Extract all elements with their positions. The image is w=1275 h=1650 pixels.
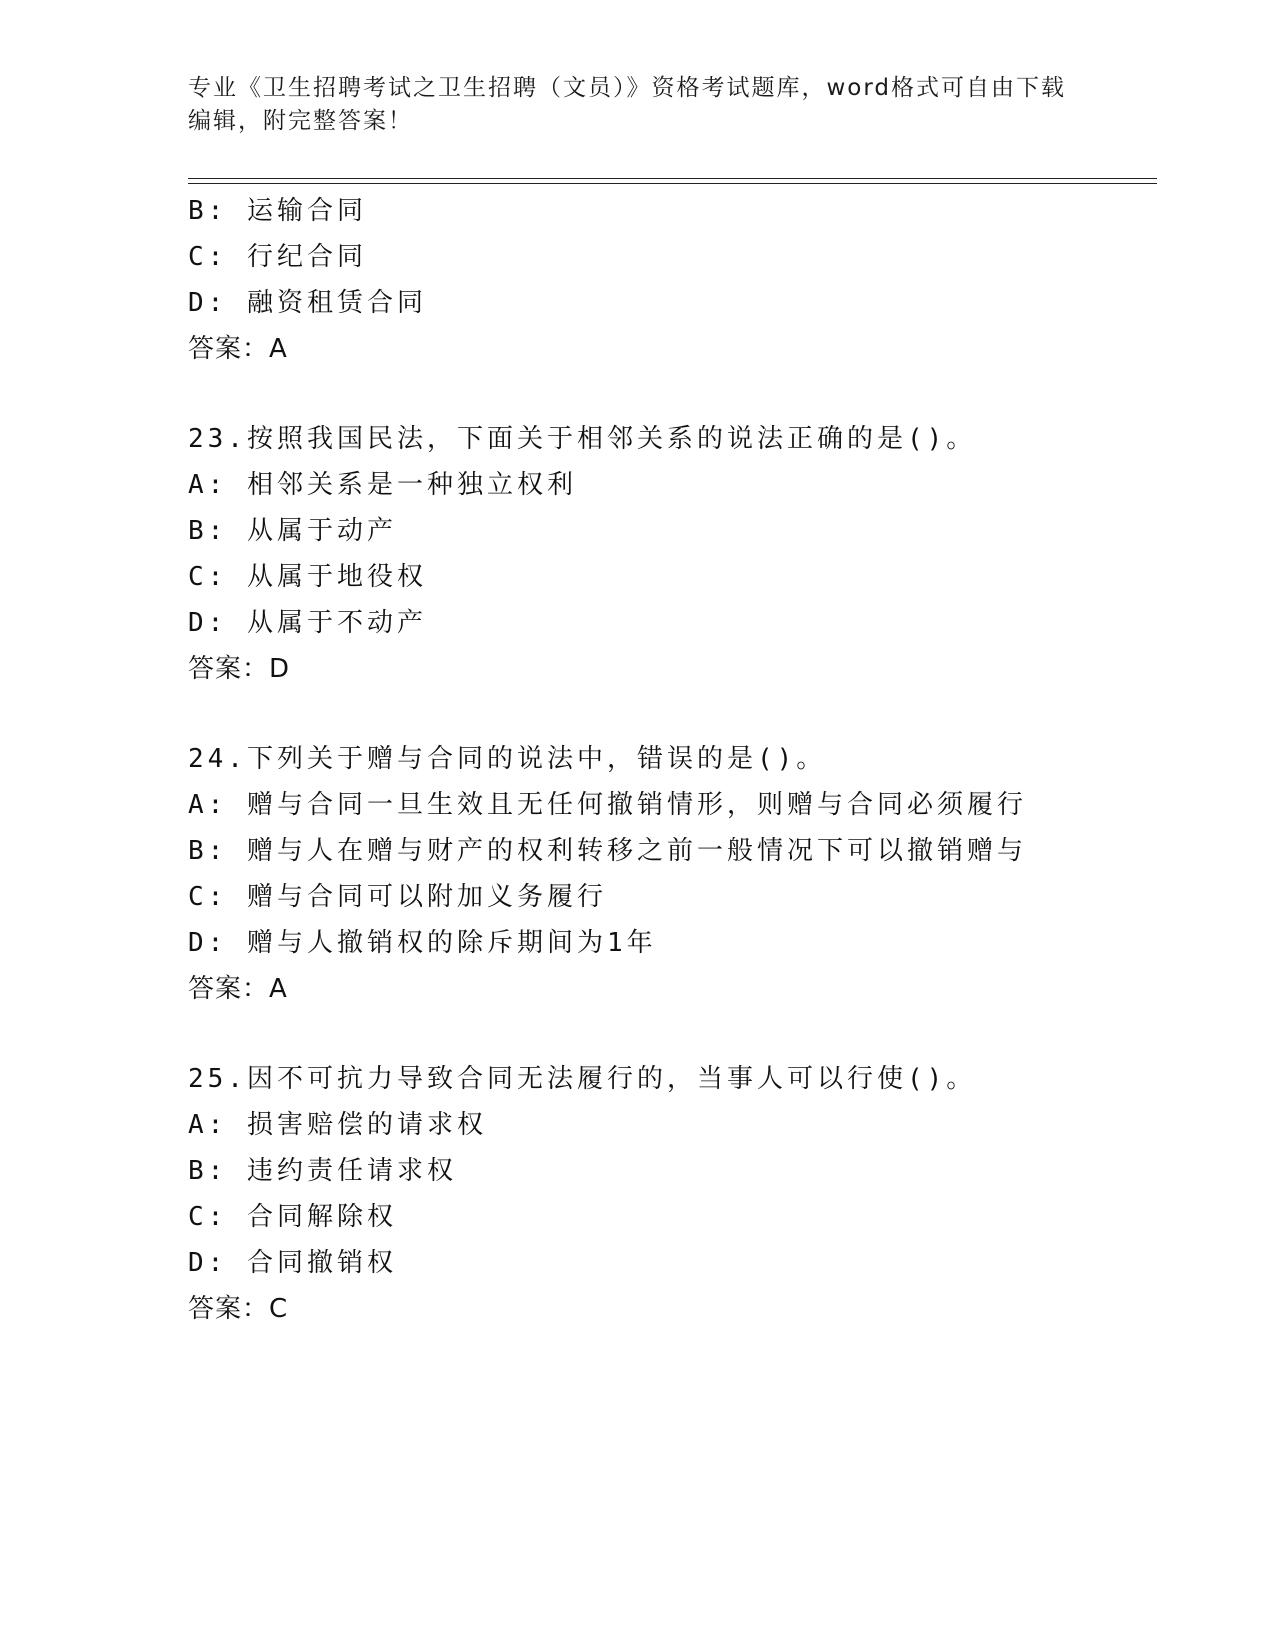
question-list: [188, 188, 1148, 1332]
answer-line: 答案：A: [188, 334, 288, 364]
option-a: A: 相邻关系是一种独立权利: [188, 470, 577, 500]
question-fragment: [188, 188, 1148, 372]
option-b: B: 运输合同: [188, 196, 367, 226]
question-25: [188, 1056, 1148, 1332]
question-24: [188, 736, 1148, 1012]
option-d: D: 合同撤销权: [188, 1248, 397, 1278]
header-line-1: 专业《卫生招聘考试之卫生招聘（文员）》资格考试题库，word格式可自由下载: [188, 75, 1067, 101]
document-header: [188, 72, 1068, 138]
question-stem: 23.按照我国民法，下面关于相邻关系的说法正确的是()。: [188, 424, 977, 454]
option-a: A: 损害赔偿的请求权: [188, 1110, 487, 1140]
header-divider-top: [188, 178, 1157, 179]
option-c: C: 合同解除权: [188, 1202, 397, 1232]
question-23: [188, 416, 1148, 692]
option-c: C: 赠与合同可以附加义务履行: [188, 882, 607, 912]
answer-line: 答案：A: [188, 974, 288, 1004]
option-c: C: 行纪合同: [188, 242, 367, 272]
header-divider-bottom: [188, 183, 1157, 184]
option-c: C: 从属于地役权: [188, 562, 427, 592]
question-stem: 25.因不可抗力导致合同无法履行的，当事人可以行使()。: [188, 1064, 977, 1094]
option-d: D: 融资租赁合同: [188, 288, 427, 318]
answer-line: 答案：C: [188, 1294, 289, 1324]
option-d: D: 赠与人撤销权的除斥期间为1年: [188, 928, 657, 958]
answer-line: 答案：D: [188, 654, 291, 684]
question-stem: 24.下列关于赠与合同的说法中，错误的是()。: [188, 744, 827, 774]
option-b: B: 从属于动产: [188, 516, 397, 546]
option-b: B: 赠与人在赠与财产的权利转移之前一般情况下可以撤销赠与: [188, 836, 1027, 866]
option-b: B: 违约责任请求权: [188, 1156, 457, 1186]
header-line-2: 编辑，附完整答案！: [188, 108, 413, 134]
option-a: A: 赠与合同一旦生效且无任何撤销情形，则赠与合同必须履行: [188, 790, 1027, 820]
option-d: D: 从属于不动产: [188, 608, 427, 638]
